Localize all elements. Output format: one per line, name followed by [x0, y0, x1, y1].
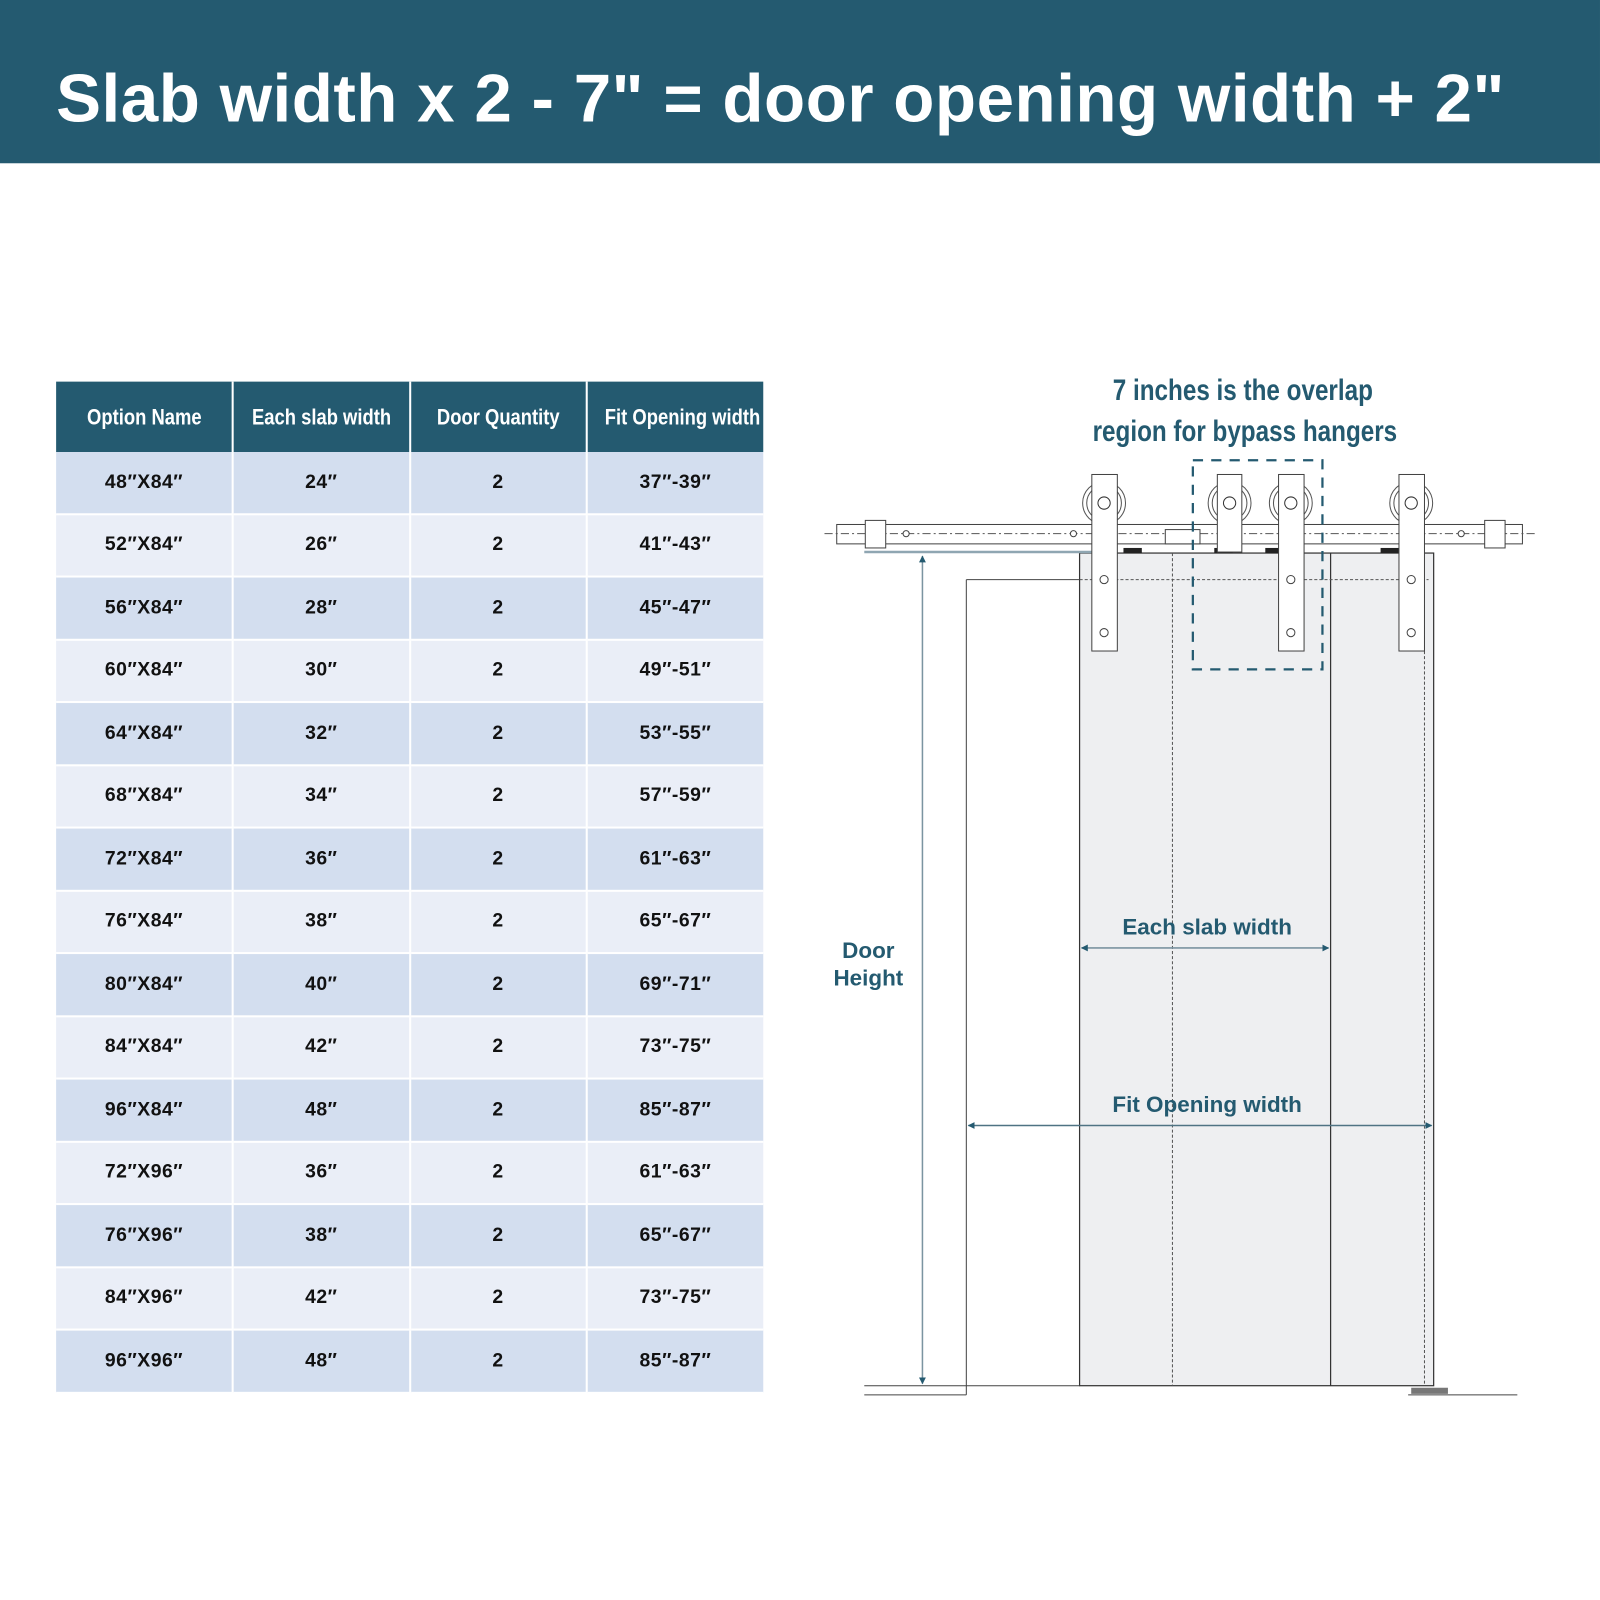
- fit-opening-cell: 73″-75″: [586, 1267, 763, 1330]
- fit-opening-cell: 69″-71″: [586, 953, 763, 1016]
- slab-width-label: Each slab width: [1122, 914, 1292, 940]
- option-name-cell: 64″X84″: [56, 702, 233, 765]
- slab-width-cell: 32″: [233, 702, 410, 765]
- fit-opening-cell: 61″-63″: [586, 828, 763, 891]
- option-name-cell: 96″X96″: [56, 1330, 233, 1393]
- overlap-note: region for bypass hangers: [1092, 414, 1398, 448]
- slab-width-cell: 34″: [233, 765, 410, 828]
- door-quantity-cell: 2: [410, 639, 587, 702]
- door-quantity-cell: 2: [410, 577, 587, 640]
- fit-opening-cell: 65″-67″: [586, 890, 763, 953]
- door-quantity-cell: 2: [410, 1016, 587, 1079]
- door-quantity-cell: 2: [410, 890, 587, 953]
- column-header: Door Quantity: [410, 382, 587, 452]
- fit-opening-label: Fit Opening width: [1112, 1092, 1302, 1118]
- column-header: Option Name: [56, 382, 233, 452]
- door-height-label: Height: [833, 965, 904, 991]
- option-name-cell: 68″X84″: [56, 765, 233, 828]
- track-rail: [824, 520, 1535, 553]
- fit-opening-cell: 37″-39″: [586, 452, 763, 514]
- slab-width-cell: 24″: [233, 452, 410, 514]
- door-quantity-cell: 2: [410, 1330, 587, 1393]
- option-name-cell: 80″X84″: [56, 953, 233, 1016]
- column-header: Each slab width: [233, 382, 410, 452]
- slab-width-cell: 36″: [233, 828, 410, 891]
- slab-width-cell: 42″: [233, 1016, 410, 1079]
- slab-width-cell: 30″: [233, 639, 410, 702]
- slab-width-cell: 36″: [233, 1141, 410, 1204]
- option-name-cell: 60″X84″: [56, 639, 233, 702]
- option-name-cell: 52″X84″: [56, 514, 233, 577]
- door-quantity-cell: 2: [410, 452, 587, 514]
- door-quantity-cell: 2: [410, 765, 587, 828]
- door-quantity-cell: 2: [410, 1141, 587, 1204]
- door-quantity-cell: 2: [410, 514, 587, 577]
- floor-guide: [1411, 1388, 1448, 1394]
- front-doors: [864, 553, 1517, 1395]
- door-quantity-cell: 2: [410, 1204, 587, 1267]
- option-name-cell: 72″X96″: [56, 1141, 233, 1204]
- fit-opening-cell: 61″-63″: [586, 1141, 763, 1204]
- door-quantity-cell: 2: [410, 1079, 587, 1142]
- slab-width-cell: 42″: [233, 1267, 410, 1330]
- fit-opening-cell: 45″-47″: [586, 577, 763, 640]
- slab-width-cell: 48″: [233, 1079, 410, 1142]
- option-name-cell: 76″X84″: [56, 890, 233, 953]
- slab-width-cell: 40″: [233, 953, 410, 1016]
- door-quantity-cell: 2: [410, 828, 587, 891]
- option-name-cell: 84″X96″: [56, 1267, 233, 1330]
- fit-opening-cell: 57″-59″: [586, 765, 763, 828]
- option-name-cell: 48″X84″: [56, 452, 233, 514]
- slab-width-cell: 48″: [233, 1330, 410, 1393]
- fit-opening-cell: 41″-43″: [586, 514, 763, 577]
- end-stop: [1485, 520, 1505, 548]
- door-quantity-cell: 2: [410, 702, 587, 765]
- door-quantity-cell: 2: [410, 953, 587, 1016]
- spacer-connector: [1165, 530, 1200, 544]
- fit-opening-cell: 85″-87″: [586, 1330, 763, 1393]
- slab-width-cell: 38″: [233, 890, 410, 953]
- slab-width-cell: 26″: [233, 514, 410, 577]
- end-stop: [865, 520, 885, 548]
- column-header: Fit Opening width: [586, 382, 763, 452]
- option-name-cell: 84″X84″: [56, 1016, 233, 1079]
- fit-opening-cell: 49″-51″: [586, 639, 763, 702]
- option-name-cell: 56″X84″: [56, 577, 233, 640]
- fit-opening-cell: 85″-87″: [586, 1079, 763, 1142]
- door-quantity-cell: 2: [410, 1267, 587, 1330]
- slab-width-cell: 38″: [233, 1204, 410, 1267]
- fit-opening-cell: 73″-75″: [586, 1016, 763, 1079]
- fit-opening-cell: 53″-55″: [586, 702, 763, 765]
- door-height-label: Door: [842, 938, 895, 964]
- overlap-note: 7 inches is the overlap: [1112, 373, 1373, 407]
- slab-width-cell: 28″: [233, 577, 410, 640]
- fit-opening-cell: 65″-67″: [586, 1204, 763, 1267]
- option-name-cell: 96″X84″: [56, 1079, 233, 1142]
- formula-title: Slab width x 2 - 7" = door opening width + 2": [56, 60, 1505, 136]
- option-name-cell: 76″X96″: [56, 1204, 233, 1267]
- option-name-cell: 72″X84″: [56, 828, 233, 891]
